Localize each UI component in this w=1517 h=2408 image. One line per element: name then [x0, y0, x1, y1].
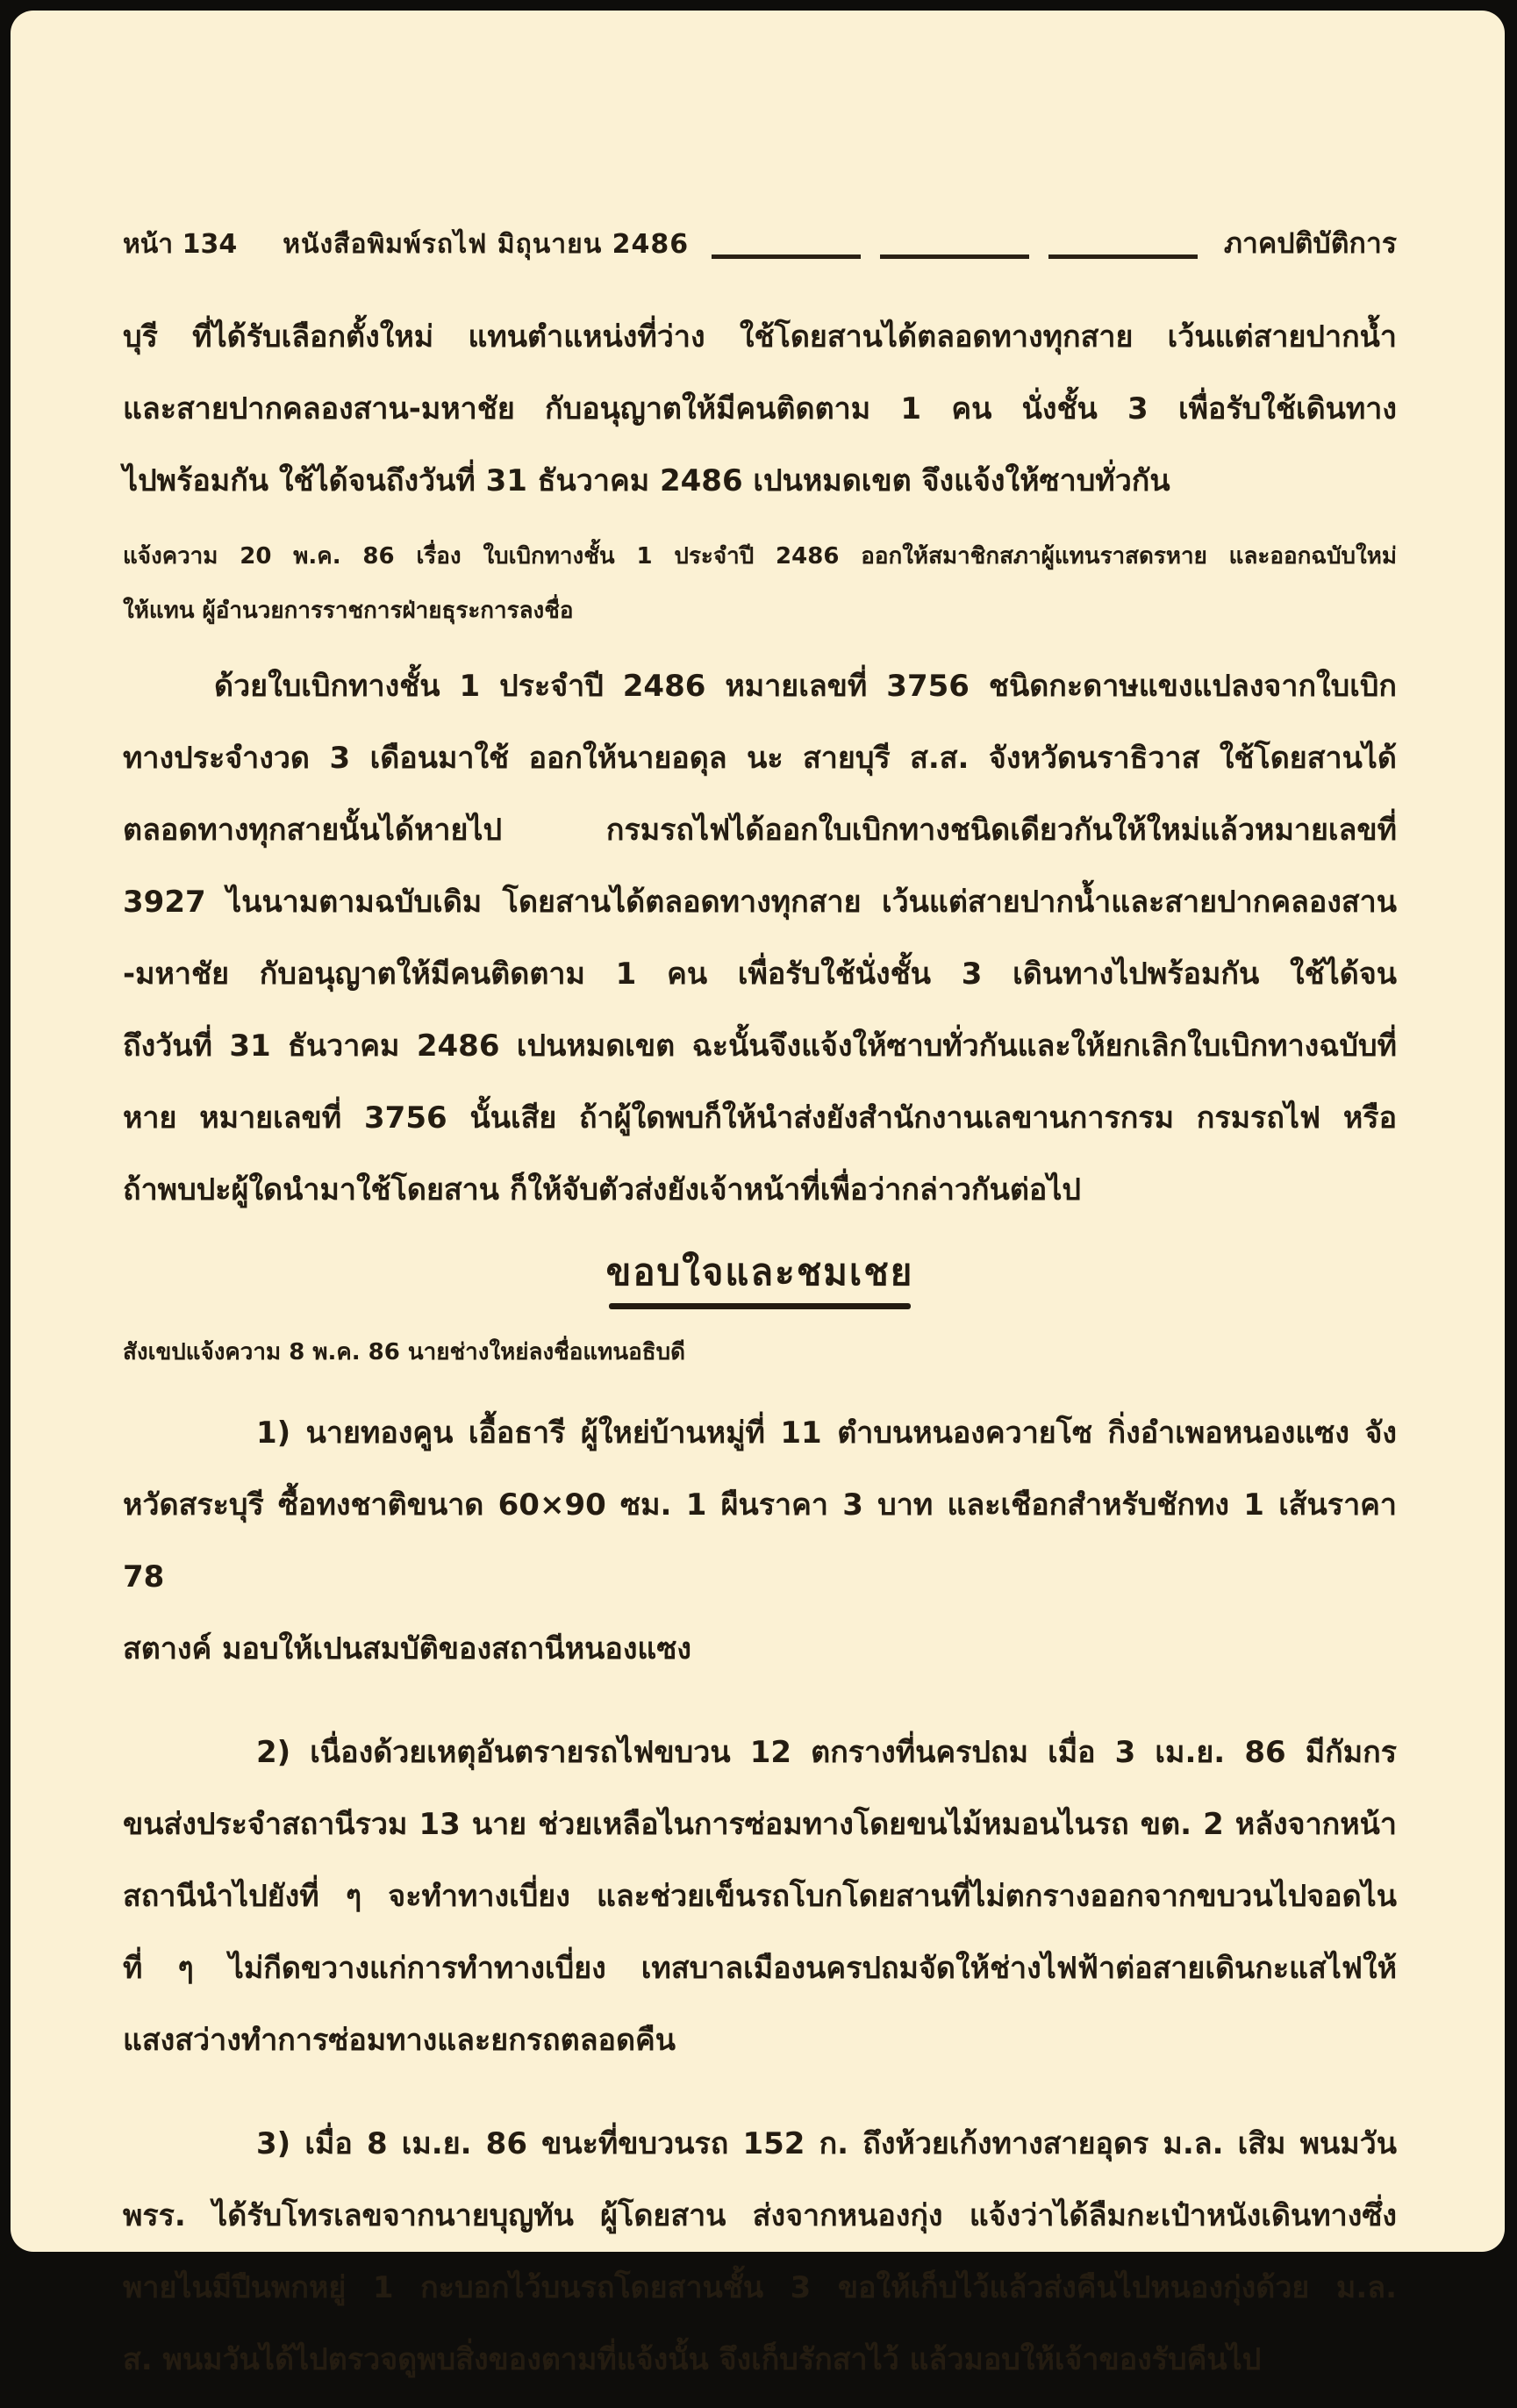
text-line: ตลอดทางทุกสายนั้นได้หายไป กรมรถไฟได้ออกใบเบิกทางชนิดเดียวกันให้ใหม่แล้วหมายเลขที่ [123, 813, 1397, 848]
text-line: ส. พนมวันได้ไปตรวจดูพบสิ่งของตามที่แจ้งนั้น จึงเก็บรักสาไว้ แล้วมอบให้เจ้าของรับคืนไป [123, 2342, 1262, 2377]
text-line: บุรี ที่ได้รับเลือกตั้งใหม่ แทนตำแหน่งที่ว่าง ใช้โดยสานได้ตลอดทางทุกสาย เว้นแต่สายปากน้ำ [123, 319, 1397, 355]
text-line: ขนส่งประจำสถานีรวม 13 นาย ช่วยเหลือไนการซ่อมทางโดยขนไม้หมอนไนรถ ขต. 2 หลังจากหน้า [123, 1807, 1397, 1842]
text-line: 1) นายทองคูน เอื้อธารี ผู้ใหย่บ้านหมู่ที่ 11 ตำบนหนองควายโซ กิ่งอำเพอหนองแซง จัง [256, 1415, 1397, 1451]
section-heading-block [123, 1249, 1397, 1309]
text-line: ทางประจำงวด 3 เดือนมาใช้ ออกให้นายอดุล นะ สายบุรี ส.ส. จังหวัดนราธิวาส ใช้โดยสานได้ [123, 741, 1397, 776]
heading-underline-rule [609, 1303, 911, 1309]
text-line: สตางค์ มอบให้เปนสมบัติของสถานีหนองแซง [123, 1631, 692, 1666]
spacer [123, 1697, 1397, 1716]
list-item-1 [123, 1397, 1397, 1685]
text-line: ที่ ๆ ไม่กีดขวางแก่การทำทางเบี่ยง เทสบาลเมืองนครปถมจัดให้ช่างไฟฟ้าต่อสายเดินกะแสไฟให้ [123, 1951, 1397, 1986]
spacer [123, 2089, 1397, 2108]
paragraph-continuation [123, 301, 1397, 517]
note-line: แจ้งความ 20 พ.ค. 86 เรื่อง ใบเบิกทางชั้น 1 ประจำปี 2486 ออกให้สมาชิกสภาผู้แทนราสดรหาย และออกฉบับใหม่ [123, 543, 1397, 570]
text-line: 3927 ไนนามตามฉบับเดิม โดยสานได้ตลอดทางทุกสาย เว้นแต่สายปากน้ำและสายปากคลองสาน [123, 885, 1397, 920]
text-line: แสงสว่างทำการซ่อมทางและยกรถตลอดคืน [123, 2023, 676, 2058]
text-line: หวัดสระบุรี ซื้อทงชาติขนาด 60×90 ซม. 1 ผืนราคา 3 บาท และเชือกสำหรับชักทง 1 เส้นราคา 78 [123, 1487, 1397, 1595]
note-line: ให้แทน ผู้อำนวยการราชการฝ่ายธุระการลงชื่อ [123, 598, 574, 624]
text-line: 3) เมื่อ 8 เม.ย. 86 ขนะที่ขบวนรถ 152 ก. ถึงห้วยเก้งทางสายอุดร ม.ล. เสิม พนมวัน [256, 2126, 1397, 2161]
publication-title: หนังสือพิมพ์รถไฟ มิถุนายน 2486 [283, 229, 690, 260]
notice-summary-1 [123, 529, 1397, 638]
page-header [123, 221, 1397, 266]
list-item-3 [123, 2108, 1397, 2396]
paragraph-pass-notice [123, 650, 1397, 1226]
header-rule [712, 254, 1212, 259]
note-line: สังเขปแจ้งความ 8 พ.ค. 86 นายช่างใหย่ลงชื่อแทนอธิบดี [123, 1339, 685, 1365]
section-heading: ขอบใจและชมเชย [605, 1251, 914, 1294]
text-line: ไปพร้อมกัน ใช้ได้จนถึงวันที่ 31 ธันวาคม 2486 เปนหมดเขต จึงแจ้งให้ซาบทั่วกัน [123, 463, 1170, 498]
text-line: 2) เนื่องด้วยเหตุอันตรายรถไฟขบวน 12 ตกรางที่นครปถม เมื่อ 3 เม.ย. 86 มีกัมกร [256, 1735, 1397, 1770]
text-line: ถ้าพบปะผู้ใดนำมาใช้โดยสาน ก็ให้จับตัวส่งยังเจ้าหน้าที่เพื่อว่ากล่าวกันต่อไป [123, 1172, 1082, 1208]
page-number: หน้า 134 [123, 229, 238, 260]
page-content [123, 221, 1397, 2408]
text-line: พรร. ได้รับโทรเลขจากนายบุญทัน ผู้โดยสาน ส่งจากหนองกุ่ง แจ้งว่าได้ลืมกะเป๋าหนังเดินทางซึ่ง [123, 2198, 1397, 2233]
notice-summary-2 [123, 1325, 1397, 1380]
text-line: ถึงวันที่ 31 ธันวาคม 2486 เปนหมดเขต ฉะนั้นจึงแจ้งให้ซาบทั่วกันและให้ยกเลิกใบเบิกทางฉบับที่ [123, 1028, 1397, 1064]
text-line: สถานีนำไปยังที่ ๆ จะทำทางเบี่ยง และช่วยเข็นรถโบกโดยสานที่ไม่ตกรางออกจากขบวนไปจอดไน [123, 1879, 1397, 1914]
text-line: -มหาชัย กับอนุญาตให้มีคนติดตาม 1 คน เพื่อรับใช้นั่งชั้น 3 เดินทางไปพร้อมกัน ใช้ได้จน [123, 957, 1397, 992]
section-label: ภาคปติบัติการ [1223, 226, 1397, 260]
text-line: ด้วยใบเบิกทางชั้น 1 ประจำปี 2486 หมายเลขที่ 3756 ชนิดกะดาษแขงแปลงจากใบเบิก [214, 669, 1397, 704]
list-item-2 [123, 1716, 1397, 2076]
text-line: หาย หมายเลขที่ 3756 นั้นเสีย ถ้าผู้ใดพบก็ให้นำส่งยังสำนักงานเลขานการกรม กรมรถไฟ หรือ [123, 1100, 1397, 1136]
text-line: และสายปากคลองสาน-มหาชัย กับอนุญาตให้มีคนติดตาม 1 คน นั่งชั้น 3 เพื่อรับใช้เดินทาง [123, 391, 1397, 426]
text-line: พายไนมีปืนพกหยู่ 1 กะบอกไว้บนรถโดยสานชั้น 3 ขอให้เก็บไว้แล้วส่งคืนไปหนองกุ่งด้วย ม.ล. [123, 2270, 1397, 2305]
scanned-page [11, 11, 1505, 2377]
